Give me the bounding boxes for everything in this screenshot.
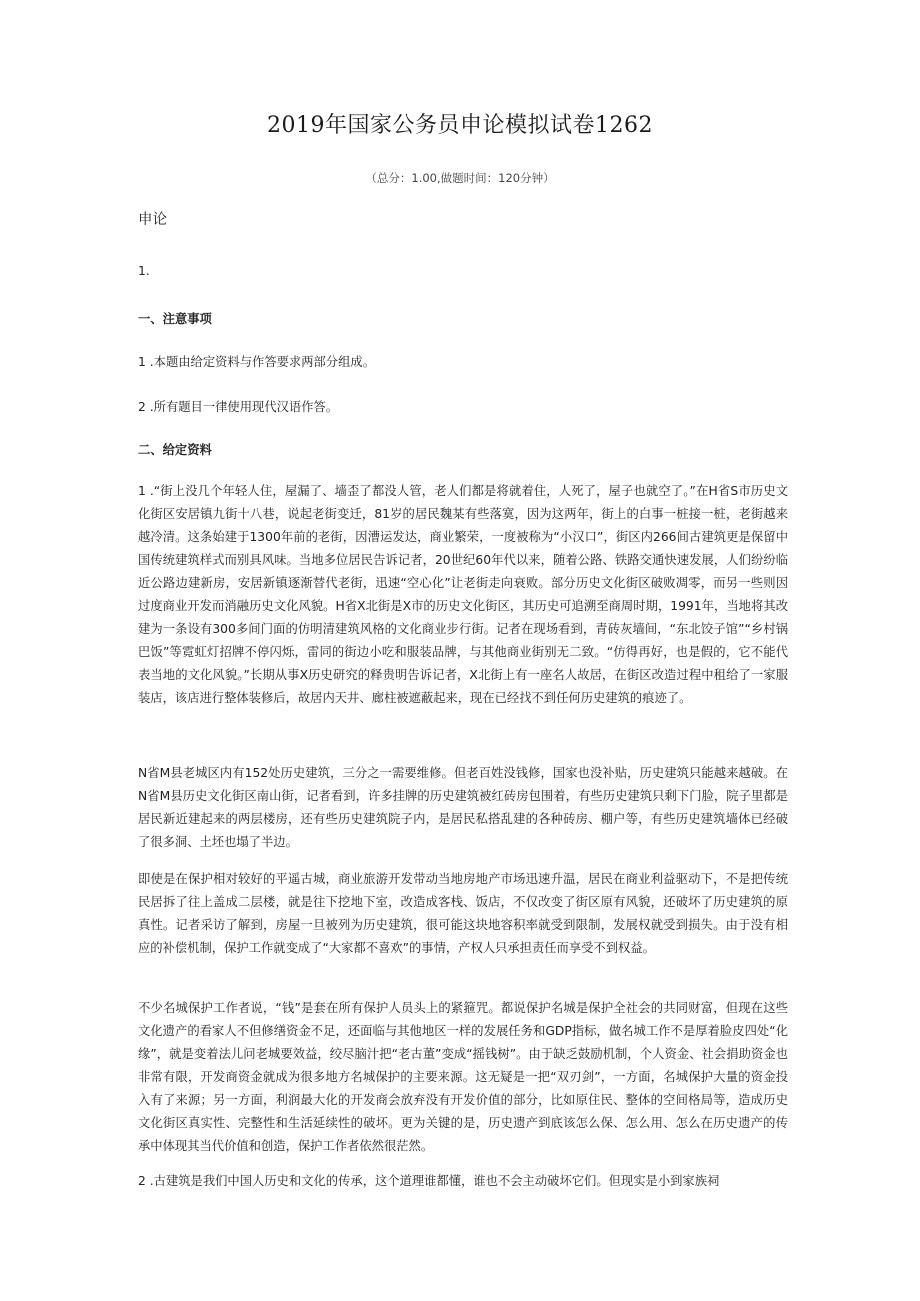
section-heading: 申论 xyxy=(138,212,167,228)
note-item-1: 1 .本题由给定资料与作答要求两部分组成。 xyxy=(138,355,375,369)
material-paragraph: 即使是在保护相对较好的平遥古城，商业旅游开发带动当地房地产市场迅速升温，居民在商业利益驱动下，不是把传统民居拆了往上盖成二层楼，就是往下挖地下室，改造成客栈、饭店，不仅改变了街区原有风貌，还破坏了历史建筑的原真性。记者采访了解到，房屋一旦被列为历史建筑，很可能这块地容积率就受到限制，发展权就受到损失。由于没有相应的补偿机制，保护工作就变成了“大家都不喜欢”的事情，产权人只承担责任而享受不到权益。 xyxy=(138,872,788,955)
heading-notes: 一、注意事项 xyxy=(138,312,212,326)
material-paragraph: 2 .古建筑是我们中国人历史和文化的传承，这个道理谁都懂，谁也不会主动破坏它们。但现实是小到家族祠 xyxy=(138,1174,720,1188)
heading-materials: 二、给定资料 xyxy=(138,443,212,457)
document-subtitle: （总分：1.00,做题时间：120分钟） xyxy=(365,171,555,185)
material-paragraph: 不少名城保护工作者说，“钱”是套在所有保护人员头上的紧箍咒。都说保护名城是保护全社会的共同财富，但现在这些文化遗产的看家人不但修缮资金不足，还面临与其他地区一样的发展任务和GDP指标，做名城工作不是厚着脸皮四处“化缘”，就是变着法儿问老城要效益，绞尽脑汁把“老古董”变成“摇钱树”。由于缺乏鼓励机制，个人资金、社会捐助资金也非常有限，开发商资金就成为很多地方名城保护的主要来源。这无疑是一把“双刃剑”，一方面，名城保护大量的资金投入有了来源；另一方面，利润最大化的开发商会放弃没有开发价值的部分，比如原住民、整体的空间格局等，造成历史文化街区真实性、完整性和生活延续性的破坏。更为关键的是，历史遗产到底该怎么保、怎么用、怎么在历史遗产的传承中体现其当代价值和创造，保护工作者依然很茫然。 xyxy=(138,1001,788,1153)
question-number: 1. xyxy=(138,264,150,278)
material-paragraph: N省M县老城区内有152处历史建筑，三分之一需要维修。但老百姓没钱修，国家也没补贴，历史建筑只能越来越破。在N省M县历史文化街区南山街，记者看到，许多挂牌的历史建筑被红砖房包围着，有些历史建筑只剩下门脸，院子里都是居民新近建起来的两层楼房，还有些历史建筑院子内，是居民私搭乱建的各种砖房、棚户等，有些历史建筑墙体已经破了很多洞、土坯也塌了半边。 xyxy=(138,766,788,849)
document-title: 2019年国家公务员申论模拟试卷1262 xyxy=(267,113,653,138)
material-paragraph: 1 .“街上没几个年轻人住，屋漏了、墙歪了都没人管，老人们都是将就着住，人死了，屋子也就空了。”在H省S市历史文化街区安居镇九街十八巷，说起老街变迁，81岁的居民魏某有些落寞，因为这两年，街上的白事一桩接一桩，老街越来越冷清。这条始建于1300年前的老街，因漕运发达，商业繁荣，一度被称为“小汉口”，街区内266间古建筑更是保留中国传统建筑样式而别具风味。当地多位居民告诉记者，20世纪60年代以来，随着公路、铁路交通快速发展，人们纷纷临近公路边建新房，安居新镇逐渐替代老街，迅速“空心化”让老街走向衰败。部分历史文化街区破败凋零，而另一些则因过度商业开发而消融历史文化风貌。H省X北街是X市的历史文化街区，其历史可追溯至商周时期，1991年，当地将其改建为一条设有300多间门面的仿明清建筑风格的文化商业步行街。记者在现场看到，青砖灰墙间，“东北饺子馆”“乡村锅巴饭”等霓虹灯招牌不停闪烁，雷同的街边小吃和服装品牌，与其他商业街别无二致。“仿得再好，也是假的，它不能代表当地的文化风貌。”长期从事X历史研究的释贵明告诉记者，X北街上有一座名人故居，在街区改造过程中租给了一家服装店，该店进行整体装修后，故居内天井、廊柱被遮蔽起来，现在已经找不到任何历史建筑的痕迹了。 xyxy=(138,484,788,705)
note-item-2: 2 .所有题目一律使用现代汉语作答。 xyxy=(138,400,339,414)
